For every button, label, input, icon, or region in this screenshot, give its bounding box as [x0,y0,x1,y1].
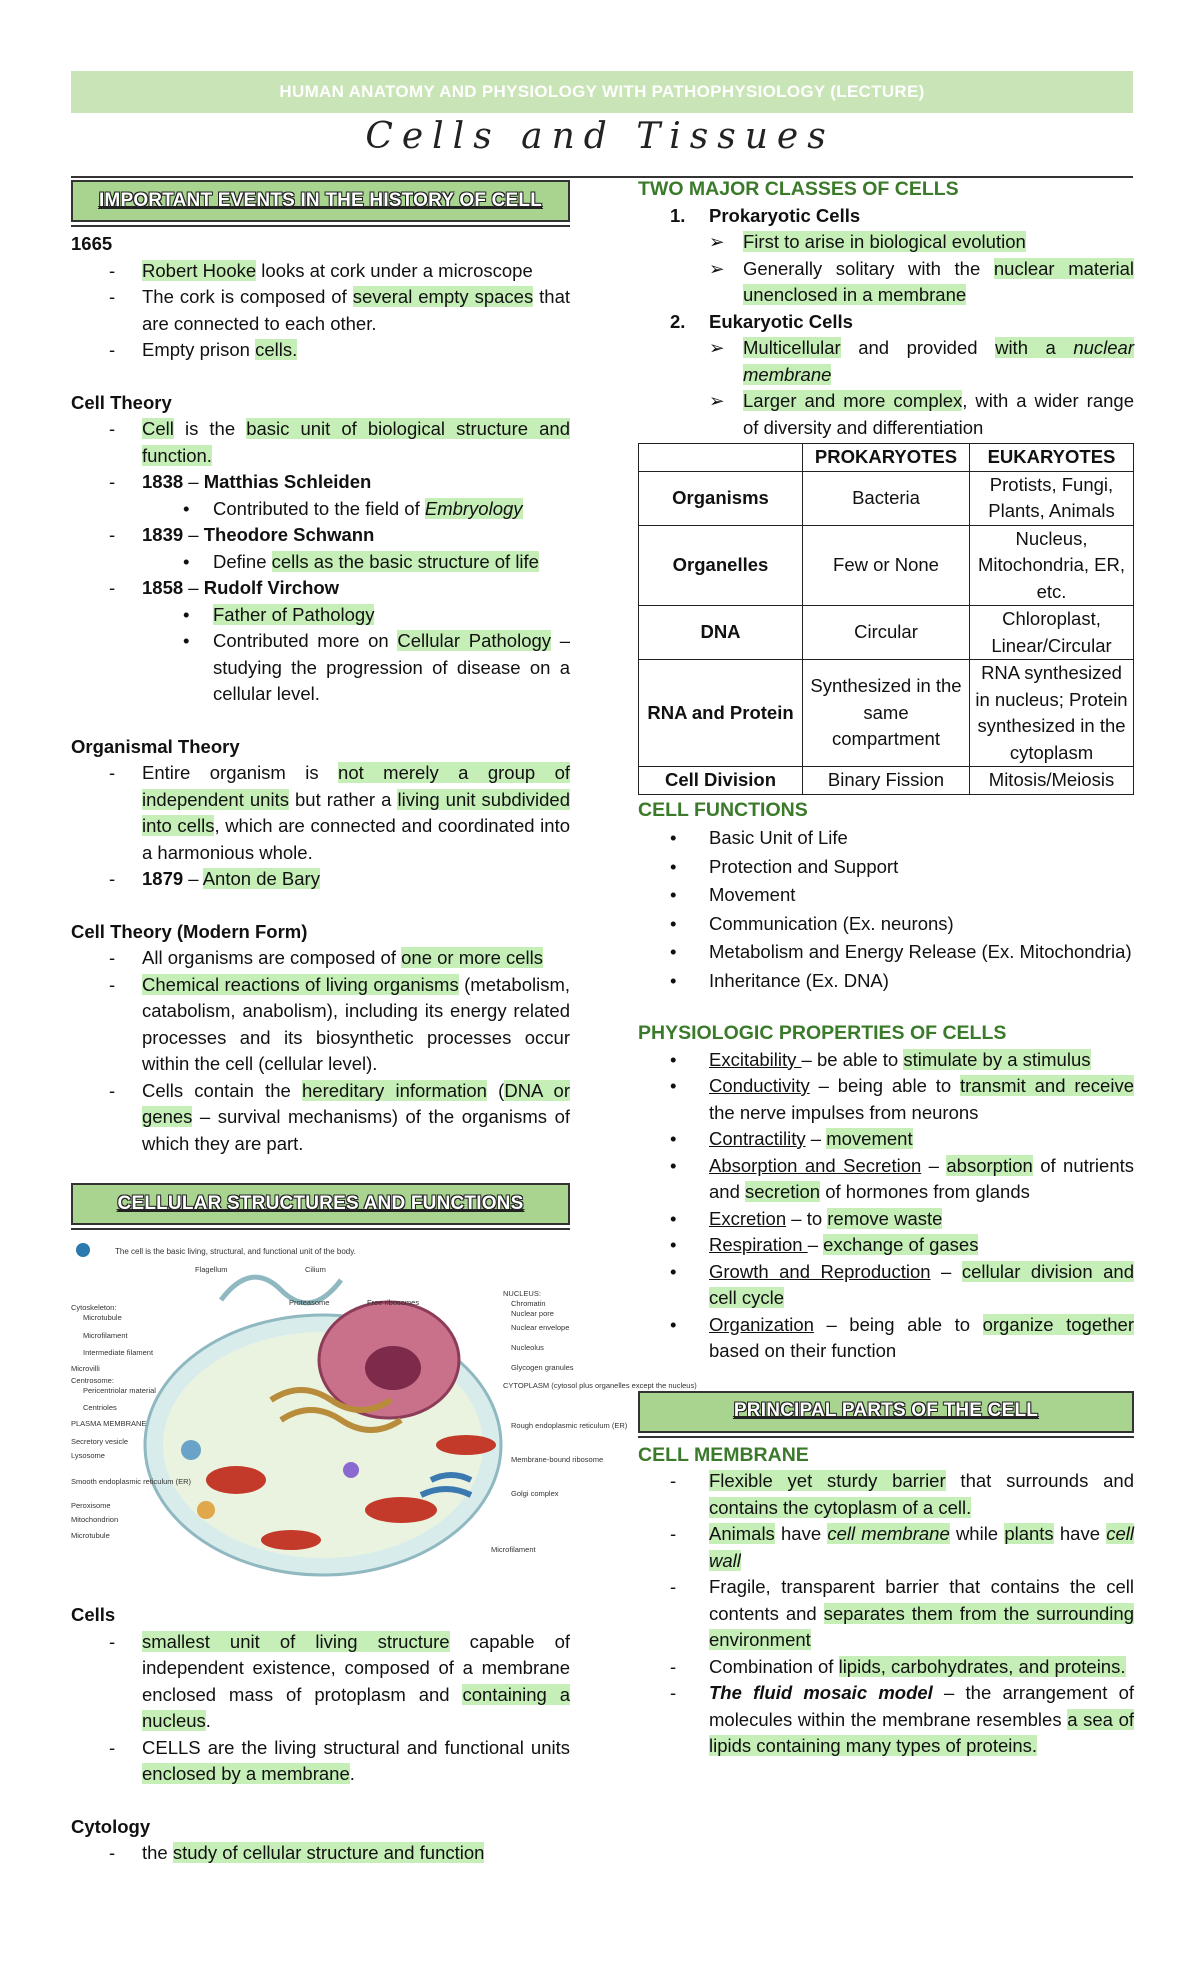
list-item: - Entire organism is not merely a group of independent units but rather a living unit subdivided into cells, which are connected and coordinated into a harmonious whole. [109,762,571,863]
list-item: ➢ Generally solitary with the nuclear material unenclosed in a membrane [709,257,1134,305]
list-item: • Father of Pathology [183,603,375,625]
list-item: - The fluid mosaic model – the arrangement of molecules within the membrane resembles a sea of lipids containing many types of proteins. [670,1682,1135,1756]
svg-text:Microtubule: Microtubule [71,1531,110,1540]
svg-text:Nuclear pore: Nuclear pore [511,1309,554,1318]
table-row: Organisms Bacteria Protists, Fungi, Plants, Animals [639,471,1134,525]
list-item: • Metabolism and Energy Release (Ex. Mitochondria) [670,941,1132,962]
svg-text:Membrane-bound ribosome: Membrane-bound ribosome [511,1455,604,1464]
list-item: - CELLS are the living structural and functional units enclosed by a membrane. [109,1736,570,1784]
year-heading: 1665 [71,233,113,254]
cells-heading: Cells [71,1604,116,1625]
structures-header: CELLULAR STRUCTURES AND FUNCTIONS [71,1183,570,1225]
table-row: RNA and Protein Synthesized in the same compartment RNA synthesized in nucleus; Protein synthesized in the cytoplasm [639,660,1134,767]
list-item: - 1839 – Theodore Schwann [109,524,375,545]
list-item: • Organization – being able to organize together based on their function [670,1313,1134,1361]
list-item: • Contributed more on Cellular Pathology – studying the progression of disease on a cellular level. [183,630,570,704]
list-item: • Define cells as the basic structure of life [183,550,539,572]
page-title: Cells and Tissues [365,116,835,157]
cell-illustration [71,1240,697,1596]
cell-diagram [71,1240,697,1596]
list-item: - All organisms are composed of one or more cells [109,947,544,968]
svg-text:Cytoskeleton:: Cytoskeleton: [71,1303,117,1312]
list-item: • Excitability – be able to stimulate by a stimulus [670,1048,1091,1070]
list-item: • Excretion – to remove waste [670,1207,943,1229]
list-item: • Protection and Support [670,855,899,877]
list-item: - smallest unit of living structure capable of independent existence, composed of a membrane enclosed mass of protoplasm and containing a nucleus. [109,1630,571,1731]
svg-text:Microfilament: Microfilament [83,1331,128,1340]
list-item: ➢ Multicellular and provided with a nuclear membrane [709,337,1134,385]
modern-heading: Cell Theory (Modern Form) [71,920,308,942]
svg-text:Flagellum: Flagellum [195,1265,228,1274]
list-item: - Robert Hooke looks at cork under a microscope [109,259,533,281]
cell-theory-heading: Cell Theory [71,391,172,413]
cytology-heading: Cytology [71,1815,151,1837]
list-item: - Cells contain the hereditary information (DNA or genes – survival mechanisms) of the organisms of which they are part. [109,1079,570,1154]
list-item: • Contributed to the field of Embryology [183,497,523,519]
list-item: • Communication (Ex. neurons) [670,912,954,934]
svg-text:Pericentriolar material: Pericentriolar material [83,1386,156,1395]
svg-text:NUCLEUS:: NUCLEUS: [503,1289,541,1298]
list-item: - Empty prison cells. [109,339,298,360]
left-column [71,176,697,1867]
svg-text:Rough endoplasmic reticulum (E: Rough endoplasmic reticulum (ER) [511,1421,628,1430]
svg-text:Proteasome: Proteasome [289,1298,330,1307]
svg-text:Glycogen granules: Glycogen granules [511,1363,574,1372]
svg-text:Free ribosomes: Free ribosomes [367,1298,420,1307]
list-item: - the study of cellular structure and function [109,1842,485,1863]
svg-text:Chromatin: Chromatin [511,1299,546,1308]
list-item: 1. Prokaryotic Cells [670,204,861,226]
svg-text:Mitochondrion: Mitochondrion [71,1515,119,1524]
divider [71,1228,570,1230]
table-row: Cell Division Binary Fission Mitosis/Meiosis [639,767,1134,795]
svg-text:Microfilament: Microfilament [491,1545,536,1554]
membrane-heading: CELL MEMBRANE [638,1443,809,1466]
physio-heading: PHYSIOLOGIC PROPERTIES OF CELLS [638,1022,1007,1044]
svg-text:Smooth endoplasmic reticulum (: Smooth endoplasmic reticulum (ER) [71,1477,192,1486]
table-header-row: PROKARYOTES EUKARYOTES [639,444,1134,472]
svg-text:Cilium: Cilium [305,1265,326,1274]
svg-text:CYTOPLASM (cytosol plus organe: CYTOPLASM (cytosol plus organelles except the nucleus) [503,1381,697,1390]
organismal-heading: Organismal Theory [71,735,240,757]
list-item: • Conductivity – being able to transmit and receive the nerve impulses from neurons [670,1075,1134,1123]
svg-text:Nucleolus: Nucleolus [511,1343,544,1352]
svg-text:Peroxisome: Peroxisome [71,1501,111,1510]
functions-heading: CELL FUNCTIONS [638,798,808,821]
svg-text:Golgi complex: Golgi complex [511,1489,559,1498]
svg-text:Intermediate filament: Intermediate filament [83,1348,154,1357]
right-column [638,176,1134,1760]
svg-text:Microtubule: Microtubule [83,1313,122,1322]
svg-text:Nuclear envelope: Nuclear envelope [511,1323,570,1332]
list-item: • Respiration – exchange of gases [670,1234,979,1255]
svg-text:The cell is the basic living,: The cell is the basic living, structural, and functional unit of the body. [115,1247,356,1256]
comparison-table [638,443,1134,795]
list-item: - Chemical reactions of living organisms (metabolism, catabolism, anabolism), including its energy related processes and its biosynthetic processes occur within the cell (cellular level). [109,973,571,1074]
svg-text:PLASMA MEMBRANE: PLASMA MEMBRANE [71,1419,147,1428]
svg-text:Centrosome:: Centrosome: [71,1376,114,1385]
table-row: Organelles Few or None Nucleus, Mitochondria, ER, etc. [639,525,1134,606]
history-header: IMPORTANT EVENTS IN THE HISTORY OF CELL [71,180,570,222]
list-item: ➢ First to arise in biological evolution [709,231,1026,252]
list-item: - 1838 – Matthias Schleiden [109,471,372,492]
list-item: - Animals have cell membrane while plants have cell wall [670,1523,1134,1571]
list-item: ➢ Larger and more complex, with a wider range of diversity and differentiation [709,390,1134,438]
svg-text:Lysosome: Lysosome [71,1451,105,1460]
course-banner: HUMAN ANATOMY AND PHYSIOLOGY WITH PATHOPHYSIOLOGY (LECTURE) [71,71,1133,113]
list-item: - Fragile, transparent barrier that contains the cell contents and separates them from the surrounding environment [670,1576,1134,1650]
svg-text:Secretory vesicle: Secretory vesicle [71,1437,129,1446]
svg-text:Centrioles: Centrioles [83,1403,117,1412]
list-item: • Contractility – movement [670,1128,913,1149]
table-row: DNA Circular Chloroplast, Linear/Circular [639,606,1134,660]
list-item: • Absorption and Secretion – absorption of nutrients and secretion of hormones from glands [670,1154,1134,1202]
list-item: - The cork is composed of several empty spaces that are connected to each other. [109,286,571,334]
list-item: • Inheritance (Ex. DNA) [670,969,889,991]
list-item: - Cell is the basic unit of biological structure and function. [109,418,570,466]
list-item: - Combination of lipids, carbohydrates, and proteins. [670,1655,1126,1677]
list-item: • Movement [670,884,796,905]
list-item: • Basic Unit of Life [670,827,848,848]
list-item: 2. Eukaryotic Cells [670,310,853,332]
list-item: - 1879 – Anton de Bary [109,868,320,889]
classes-heading: TWO MAJOR CLASSES OF CELLS [638,178,959,200]
principal-header: PRINCIPAL PARTS OF THE CELL [638,1391,1134,1433]
list-item: - Flexible yet sturdy barrier that surrounds and contains the cytoplasm of a cell. [670,1470,1134,1518]
list-item: - 1858 – Rudolf Virchow [109,577,340,598]
list-item: • Growth and Reproduction – cellular division and cell cycle [670,1260,1134,1308]
svg-text:Microvilli: Microvilli [71,1364,100,1373]
